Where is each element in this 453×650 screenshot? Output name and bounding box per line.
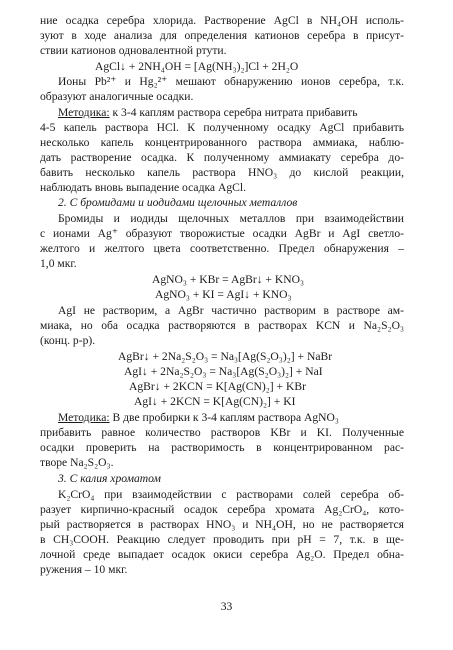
- text-line: В две пробирки к 3-4 каплям раствора AgNO₃: [109, 411, 339, 424]
- text-line: бавить несколько капель раствора HNO₃ до кислой реакции,: [40, 166, 404, 179]
- text-line: K₂CrO₄ при взаимодействии с растворами солей серебра об-: [58, 488, 404, 501]
- text-line: к 3-4 каплям раствора серебра нитрата прибавить: [109, 106, 358, 119]
- text-line: творе Na₂S₂O₃.: [40, 456, 114, 469]
- text-line: с ионами Ag⁺ образуют творожистые осадки AgBr и AgI светло-: [40, 227, 404, 240]
- text-line: 4-5 капель раствора HCl. К полученному осадку AgCl прибавить: [40, 121, 404, 134]
- text-line: разует кирпично-красный осадок серебра хромата Ag₂CrO₄, кото-: [40, 503, 404, 516]
- text-line: лочной среде выпадает осадок окиси серебра Ag₂O. Предел обна-: [40, 548, 404, 561]
- text-line: образуют аналогичные осадки.: [40, 90, 194, 103]
- text-line: осадки проверить на растворимость в концентрированном рас-: [40, 441, 404, 454]
- text-line: в CH₃COOH. Реакцию следует проводить при pH = 7, т.к. в ще-: [40, 533, 404, 546]
- equation: AgNO₃ + KI = AgI↓ + KNO₃: [155, 288, 292, 301]
- equation: AgBr↓ + 2KCN = K[Ag(CN)₂] + KBr: [129, 380, 306, 393]
- text-line: Бромиды и иодиды щелочных металлов при взаимодействии: [58, 212, 404, 225]
- text-line: Ионы Pb²⁺ и Hg₂²⁺ мешают обнаружению ионов серебра, т.к.: [58, 75, 404, 88]
- text-line: ствии катионов одновалентной ртути.: [40, 44, 227, 57]
- method-line: [58, 106, 404, 120]
- section-heading: 3. С калия хроматом: [58, 472, 161, 485]
- equation: AgBr↓ + 2Na₂S₂O₃ = Na₃[Ag(S₂O₃)₂] + NaBr: [118, 350, 333, 363]
- equation: AgCl↓ + 2NH₄OH = [Ag(NH₃)₂]Cl + 2H₂O: [95, 60, 299, 73]
- method-label: Методика:: [58, 106, 110, 119]
- text-line: зуют в ходе анализа для определения катионов серебра в присут-: [40, 29, 404, 42]
- text-line: рый растворяется в растворах HNO₃ и NH₄OH, но не растворяется: [40, 518, 404, 531]
- text-line: AgI не растворим, а AgBr частично растворим в растворе ам-: [58, 304, 404, 317]
- method-line: [58, 411, 404, 425]
- page-number: 33: [220, 600, 233, 613]
- text-line: дать растворение осадка. К полученному аммиакату серебра до-: [40, 151, 404, 164]
- text-line: (конц. р-р).: [40, 334, 96, 347]
- text-line: ние осадка серебра хлорида. Растворение AgCl в NH₄OH исполь-: [40, 14, 404, 27]
- text-line: наблюдать вновь выпадение осадка AgCl.: [40, 181, 247, 194]
- text-line: желтого и желтого цвета соответственно. Предел обнаружения –: [40, 242, 404, 255]
- equation: AgI↓ + 2KCN = K[Ag(CN)₂] + KI: [134, 395, 296, 408]
- text-line: ружения – 10 мкг.: [40, 563, 128, 576]
- text-line: прибавить равное количество растворов KBr и KI. Полученные: [40, 426, 404, 439]
- equation: AgI↓ + 2Na₂S₂O₃ = Na₃[Ag(S₂O₃)₂] + NaI: [124, 365, 323, 378]
- text-line: 1,0 мкг.: [40, 257, 77, 270]
- section-heading: 2. С бромидами и иодидами щелочных металлов: [58, 196, 298, 209]
- text-line: миака, но оба осадка растворяются в растворах KCN и Na₂S₂O₃: [40, 319, 404, 332]
- text-line: несколько капель концентрированного раствора аммиака, наблю-: [40, 136, 404, 149]
- equation: AgNO₃ + KBr = AgBr↓ + KNO₃: [152, 273, 305, 286]
- method-label: Методика:: [58, 411, 110, 424]
